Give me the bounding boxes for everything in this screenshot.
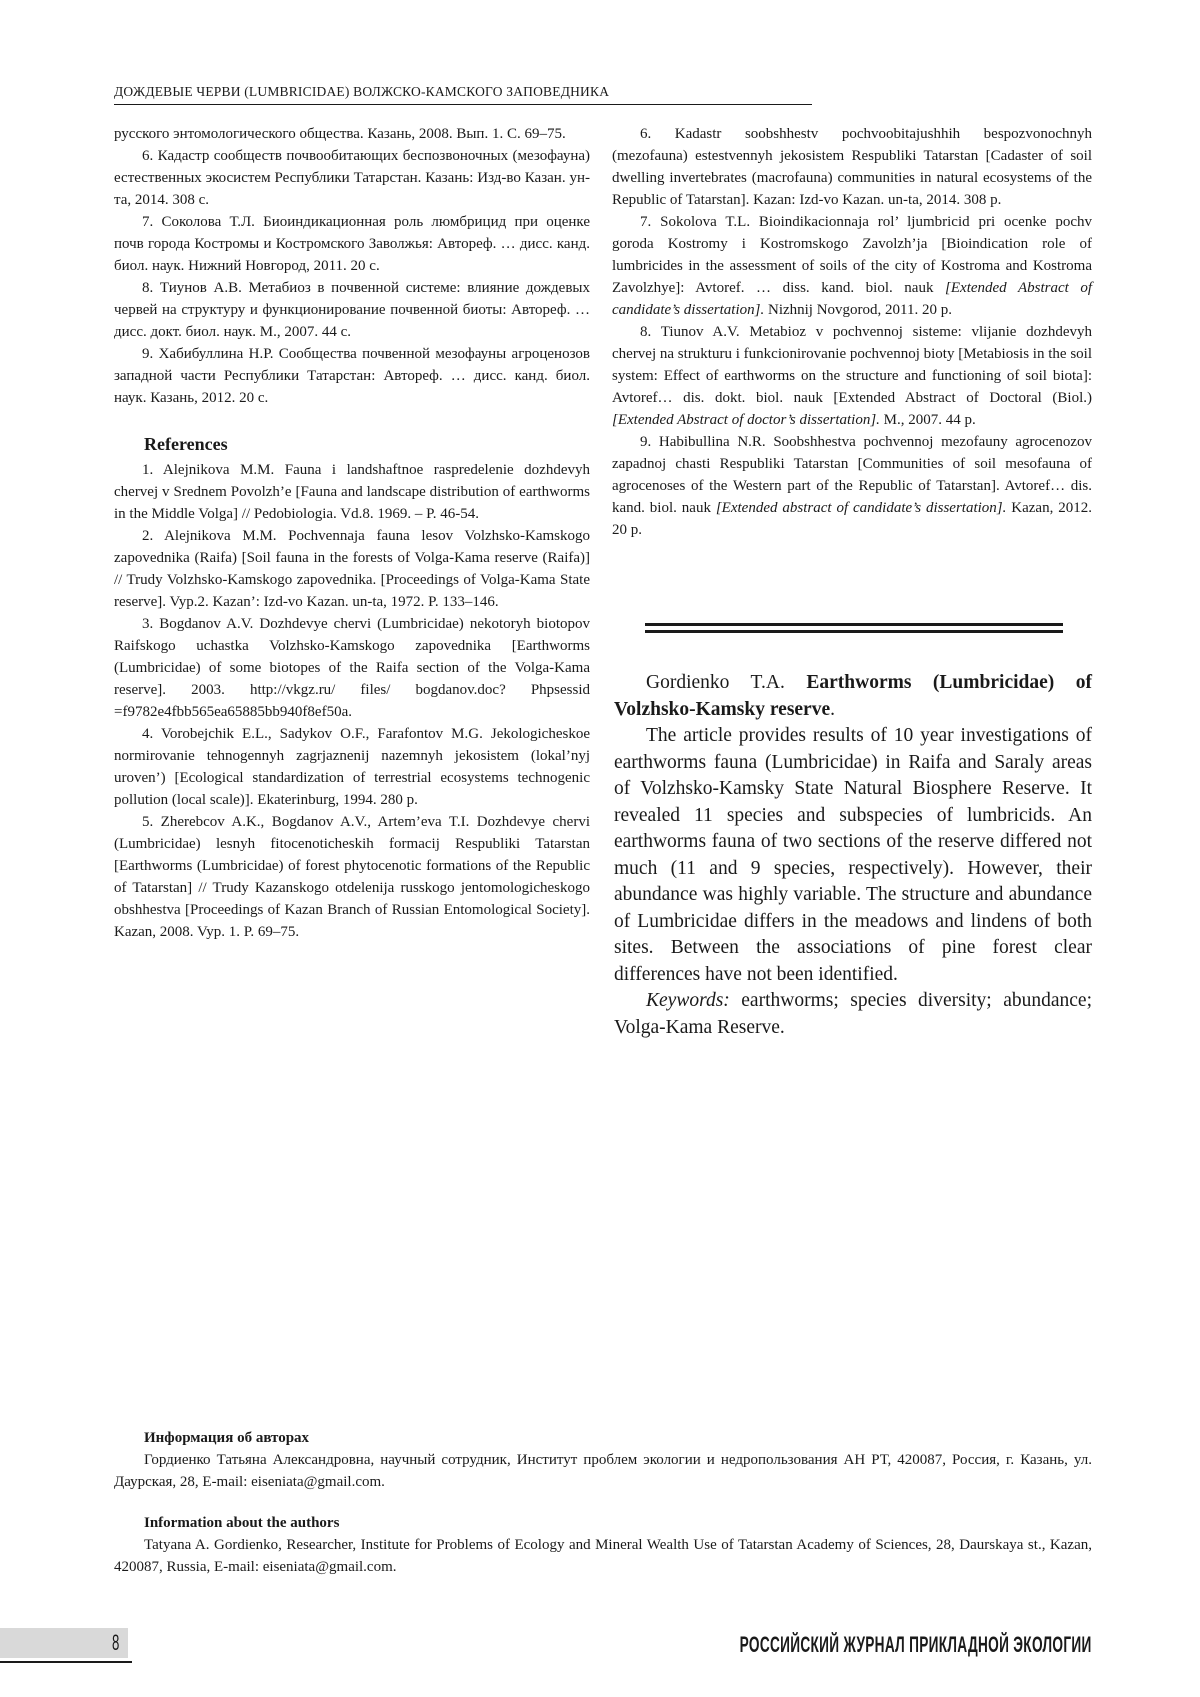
reference-en-9-italic: [Extended abstract of candidate’s dissertation]. <box>715 500 1007 516</box>
reference-en-8-text: 8. Tiunov A.V. Metabioz v pochvennoj sisteme: vlijanie dozhdevyh chervej na strukturu i funkcionirovanie pochvennoj bioty [Metabiosis in the soil system: Effect of earthworms on the structure and functioning of soil biota]: Avtoref… dis. dokt. biol. nauk [Extended Abstract of Doctoral (Biol.) <box>612 324 1092 406</box>
keywords-label: Keywords: <box>646 990 730 1011</box>
abstract-body: The article provides results of 10 year investigations of earthworms fauna (Lumbricidae) in Raifa and Saraly areas of Volzhsko-Kamsky State Natural Biosphere Reserve. It revealed 11 species and subspecies of lumbricids. An earthworms fauna of two sections of the reserve differed not much (11 and 9 species, respectively). However, their abundance was highly variable. The structure and abundance of Lumbricidae differs in the meadows and lindens of both sites. Between the associations of pine forest clear differences have not been identified. <box>614 725 1092 985</box>
right-column <box>612 123 1092 541</box>
reference-en-9 <box>612 431 1092 541</box>
abstract-title-end: . <box>830 698 835 720</box>
reference-en-6: 6. Kadastr soobshhestv pochvoobitajushhih bespozvonochnyh (mezofauna) estestvennyh jekosistem Respubliki Tatarstan [Cadaster of soil dwelling invertebrates (macrofauna) communities in natural ecosystems of the Republic of Tatarstan]. Kazan: Izd-vo Kazan. un-ta, 2014. 308 p. <box>612 126 1092 208</box>
abstract-title: Earthworms (Lumbricidae) of Volzhsko-Kamsky reserve <box>614 672 1093 720</box>
reference-en-5: 5. Zherebcov A.K., Bogdanov A.V., Artem’eva T.I. Dozhdevye chervi (Lumbricidae) lesnyh fitocenoticheskih formacij Respubliki Tatarstan [Earthworms (Lumbricidae) of forest phytocenotic formations of the Republic of Tatarstan] // Trudy Kazanskogo otdelenija russkogo jentomologicheskogo obshhestva [Proceedings of Kazan Branch of Russian Entomological Society]. Kazan, 2008. Vyp. 1. P. 69–75. <box>114 814 590 940</box>
reference-ru-8: 8. Тиунов А.В. Метабиоз в почвенной системе: влияние дождевых червей на структуру и функционирование почвенной биоты: Автореф. … дисс. докт. биол. наук. М., 2007. 44 с. <box>114 280 590 340</box>
abstract-author: Gordienko T.A. <box>646 672 807 693</box>
english-abstract <box>614 670 1092 1041</box>
running-title: ДОЖДЕВЫЕ ЧЕРВИ (LUMBRICIDAE) ВОЛЖСКО-КАМСКОГО ЗАПОВЕДНИКА <box>114 84 812 105</box>
authors-info-en-text: Tatyana A. Gordienko, Researcher, Institute for Problems of Ecology and Mineral Wealth Use of Tatarstan Academy of Sciences, 28, Daurskaya st., Kazan, 420087, Russia, E-mail: eiseniata@gmail.com. <box>114 1537 1092 1575</box>
reference-en-8-tail: M., 2007. 44 p. <box>879 412 976 428</box>
reference-en-8-italic: [Extended Abstract of doctor’s dissertation]. <box>612 412 880 428</box>
authors-info-en-heading: Information about the authors <box>144 1515 340 1531</box>
footer-bar <box>0 1628 128 1658</box>
left-column <box>114 123 590 943</box>
section-divider <box>645 623 1063 633</box>
reference-ru-7: 7. Соколова Т.Л. Биоиндикационная роль люмбрицид при оценке почв города Костромы и Костромского Заволжья: Автореф. … дисс. канд. биол. наук. Нижний Новгород, 2011. 20 с. <box>114 214 590 274</box>
reference-en-7-text: 7. Sokolova T.L. Bioindikacionnaja rol’ ljumbricid pri ocenke pochv goroda Kostromy i Kostromskogo Zavolzh’ja [Bioindication role of lumbricides in the assessment of soils of the city of Kostroma and Kostroma Zavolzhye]: Avtoref. … diss. kand. biol. nauk <box>612 214 1092 296</box>
references-heading: References <box>144 434 228 454</box>
reference-en-9-text: 9. Habibullina N.R. Soobshhestva pochvennoj mezofauny agrocenozov zapadnoj chasti Respubliki Tatarstan [Communities of soil mesofauna of agrocenoses of the Western part of the Republic of Tatarstan]. Avtoref… dis. kand. biol. nauk <box>612 434 1092 516</box>
abstract-title-line <box>614 670 1092 723</box>
reference-en-4: 4. Vorobejchik E.L., Sadykov O.F., Farafontov M.G. Jekologicheskoe normirovanie tehnogennyh zagrjaznenij nazemnyh jekosistem (lokal’nyj uroven’) [Ecological standardization of terrestrial ecosystems technogenic pollution (local scale)]. Ekaterinburg, 1994. 280 p. <box>114 726 590 808</box>
reference-en-7-italic: [Extended Abstract of candidate’s dissertation]. <box>612 280 1092 318</box>
page-number: 8 <box>112 1630 120 1655</box>
reference-ru-9: 9. Хабибуллина Н.Р. Сообщества почвенной мезофауны агроценозов западной части Республики Татарстан: Автореф. … дисс. канд. биол. наук. Казань, 2012. 20 с. <box>114 346 590 406</box>
reference-en-9-tail: Kazan, 2012. 20 p. <box>612 500 1092 538</box>
reference-en-7-tail: Nizhnij Novgorod, 2011. 20 p. <box>764 302 952 318</box>
reference-continuation: русского энтомологического общества. Казань, 2008. Вып. 1. С. 69–75. <box>114 126 566 142</box>
abstract-keywords <box>614 988 1092 1041</box>
authors-info-ru <box>114 1427 1092 1493</box>
authors-info-ru-heading: Информация об авторах <box>144 1430 310 1446</box>
reference-en-7 <box>612 211 1092 321</box>
reference-en-3: 3. Bogdanov A.V. Dozhdevye chervi (Lumbricidae) nekotoryh biotopov Raifskogo uchastka Volzhsko-Kamskogo zapovednika [Earthworms (Lumbricidae) of some biotopes of the Raifa section of the Volga-Kama reserve]. 2003. http://vkgz.ru/ files/ bogdanov.doc? Phpsessid =f9782e4fbb565ea65885bb940f8ef50a. <box>114 616 590 720</box>
keywords-list: earthworms; species diversity; abundance; Volga-Kama Reserve. <box>614 990 1092 1038</box>
authors-info-en <box>114 1512 1092 1578</box>
authors-info-ru-text: Гордиенко Татьяна Александровна, научный сотрудник, Институт проблем экологии и недропользования АН РТ, 420087, Россия, г. Казань, ул. Даурская, 28, E-mail: eiseniata@gmail.com. <box>114 1452 1092 1490</box>
footer-rule <box>0 1661 132 1663</box>
reference-en-1: 1. Alejnikova M.M. Fauna i landshaftnoe raspredelenie dozhdevyh chervej v Srednem Povolzh’e [Fauna and landscape distribution of earthworms in the Middle Volga] // Pedobiologia. Vd.8. 1969. – P. 46-54. <box>114 462 590 522</box>
reference-en-2: 2. Alejnikova M.M. Pochvennaja fauna lesov Volzhsko-Kamskogo zapovednika (Raifa) [Soil fauna in the forests of Volga-Kama reserve (Raifa)] // Trudy Volzhsko-Kamskogo zapovednika. [Proceedings of Volga-Kama State reserve]. Vyp.2. Kazan’: Izd-vo Kazan. un-ta, 1972. P. 133–146. <box>114 528 590 610</box>
reference-ru-6: 6. Кадастр сообществ почвообитающих беспозвоночных (мезофауна) естественных экосистем Республики Татарстан. Казань: Изд-во Казан. ун-та, 2014. 308 с. <box>114 148 590 208</box>
reference-en-8 <box>612 321 1092 431</box>
journal-name: РОССИЙСКИЙ ЖУРНАЛ ПРИКЛАДНОЙ ЭКОЛОГИИ <box>740 1632 1092 1657</box>
